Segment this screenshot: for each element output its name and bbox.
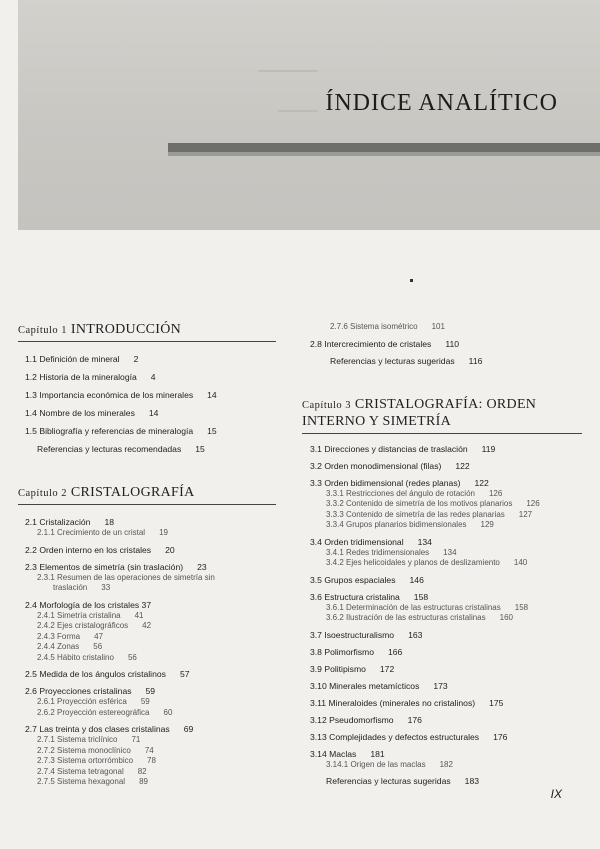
- toc-entry[interactable]: 3.12 Pseudomorfismo 176: [310, 714, 422, 725]
- toc-subentry[interactable]: 2.7.5 Sistema hexagonal 89: [37, 777, 148, 786]
- toc-subentry[interactable]: 3.4.2 Ejes helicoidales y planos de deslizamiento 140: [326, 558, 528, 567]
- toc-entry[interactable]: 3.11 Mineraloides (minerales no cristalinos) 175: [310, 697, 504, 708]
- toc-entry[interactable]: 2.7 Las treinta y dos clases cristalinas 69: [25, 724, 194, 734]
- toc-subentry[interactable]: 3.3.2 Contenido de simetría de los motivos planarios 126: [326, 499, 540, 508]
- toc-entry[interactable]: Referencias y lecturas sugeridas 183: [326, 776, 480, 786]
- chapter-heading: [18, 322, 276, 342]
- chapter-label: Capítulo 1: [18, 325, 68, 336]
- faint-mark: [258, 70, 318, 72]
- toc-entry[interactable]: 3.1 Direcciones y distancias de traslación 119: [310, 443, 496, 454]
- toc-subentry[interactable]: 2.4.4 Zonas 56: [37, 642, 103, 651]
- chapter-label: Capítulo 2: [18, 488, 68, 499]
- toc-entry[interactable]: 1.4 Nombre de los minerales 14: [25, 408, 159, 418]
- toc-entry[interactable]: 3.2 Orden monodimensional (filas) 122: [310, 460, 470, 471]
- toc-entry[interactable]: 1.1 Definición de mineral 2: [25, 354, 139, 364]
- toc-entry[interactable]: 2.8 Intercrecimiento de cristales 110: [310, 338, 460, 349]
- right-column: [302, 322, 582, 787]
- title-stripe: [168, 143, 600, 152]
- chapter-entries: [302, 444, 582, 788]
- toc-subentry[interactable]: 3.3.3 Contenido de simetría de las redes planarias 127: [326, 509, 533, 519]
- toc-entry[interactable]: 3.14 Maclas 181: [310, 748, 385, 759]
- faint-mark: [278, 110, 318, 112]
- toc-entry[interactable]: 2.2 Orden interno en los cristales 20: [25, 544, 175, 555]
- toc-entry[interactable]: 1.3 Importancia económica de los minerales 14: [25, 390, 217, 400]
- toc-entry[interactable]: 3.3 Orden bidimensional (redes planas) 122: [310, 477, 489, 488]
- toc-subentry[interactable]: 3.3.4 Grupos planarios bidimensionales 129: [326, 520, 494, 529]
- chapter-title: INTRODUCCIÓN: [70, 322, 182, 337]
- toc-entry[interactable]: 3.5 Grupos espaciales 146: [310, 574, 424, 585]
- title-stripe-shadow: [168, 152, 600, 156]
- toc-entry[interactable]: 3.7 Isoestructuralismo 163: [310, 629, 423, 640]
- toc-subentry[interactable]: 3.6.1 Determinación de las estructuras cristalinas 158: [326, 602, 529, 612]
- toc-subentry[interactable]: 2.6.1 Proyección esférica 59: [37, 697, 150, 706]
- toc-entry[interactable]: 3.13 Complejidades y defectos estructurales 176: [310, 731, 508, 742]
- toc-entry[interactable]: 3.8 Polimorfismo 166: [310, 646, 403, 657]
- toc-subentry[interactable]: 2.4.3 Forma 47: [37, 631, 104, 641]
- toc-entry[interactable]: 2.3 Elementos de simetría (sin traslación) 23: [25, 561, 207, 572]
- toc-subentry[interactable]: 3.3.1 Restricciones del ángulo de rotación 126: [326, 488, 503, 498]
- toc-subentry[interactable]: 3.4.1 Redes tridimensionales 134: [326, 547, 457, 557]
- toc-subentry[interactable]: 2.3.1 Resumen de las operaciones de simetría sin: [37, 572, 215, 582]
- toc-entry[interactable]: 2.5 Medida de los ángulos cristalinos 57: [25, 669, 190, 679]
- toc-subentry[interactable]: 2.7.2 Sistema monoclínico 74: [37, 745, 154, 755]
- toc-entry[interactable]: 3.10 Minerales metamícticos 173: [310, 680, 448, 691]
- toc-subentry[interactable]: traslación 33: [53, 583, 111, 592]
- toc-entry[interactable]: Referencias y lecturas sugeridas 116: [330, 355, 483, 366]
- toc-entry[interactable]: 2.6 Proyecciones cristalinas 59: [25, 686, 156, 696]
- chapter-heading: [302, 397, 582, 434]
- chapter-entries: [18, 517, 276, 788]
- chapter-title: CRISTALOGRAFÍA: [70, 485, 195, 500]
- toc-subentry[interactable]: 2.1.1 Crecimiento de un cristal 19: [37, 528, 168, 537]
- toc-subentry[interactable]: 2.4.5 Hábito cristalino 56: [37, 652, 137, 662]
- left-column: [18, 322, 276, 788]
- toc-entry[interactable]: 3.9 Politipismo 172: [310, 663, 395, 674]
- page-title: ÍNDICE ANALÍTICO: [325, 90, 558, 116]
- toc-entry[interactable]: Referencias y lecturas recomendadas 15: [37, 444, 205, 454]
- chapter-heading: [18, 485, 276, 505]
- toc-subentry[interactable]: 3.6.2 Ilustración de las estructuras cristalinas 160: [326, 613, 513, 622]
- toc-entry[interactable]: 2.1 Cristalización 18: [25, 517, 114, 527]
- speck: [410, 279, 413, 282]
- toc-subentry[interactable]: 2.6.2 Proyección estereográfica 60: [37, 707, 173, 717]
- toc-subentry[interactable]: 2.7.1 Sistema triclínico 71: [37, 735, 141, 744]
- chapter-entries: [18, 354, 276, 455]
- chapter-title: CRISTALOGRAFÍA: ORDEN INTERNO Y SIMETRÍA: [302, 396, 537, 429]
- toc-entry[interactable]: 2.4 Morfología de los cristales 37: [25, 599, 152, 610]
- chapter-label: Capítulo 3: [302, 399, 352, 411]
- toc-subentry[interactable]: 2.4.1 Simetría cristalina 41: [37, 610, 144, 620]
- toc-subentry[interactable]: 2.7.3 Sistema ortorrómbico 78: [37, 756, 156, 765]
- toc-subentry[interactable]: 3.14.1 Origen de las maclas 182: [326, 759, 453, 769]
- toc-entry[interactable]: 3.6 Estructura cristalina 158: [310, 591, 429, 602]
- toc-entry[interactable]: 1.2 Historia de la mineralogía 4: [25, 372, 156, 382]
- toc-entry[interactable]: 1.5 Bibliografía y referencias de mineralogía 15: [25, 426, 217, 436]
- toc-subentry[interactable]: 2.7.4 Sistema tetragonal 82: [37, 766, 147, 776]
- toc-entry[interactable]: 3.4 Orden tridimensional 134: [310, 536, 432, 547]
- chapter-entries-continued: [302, 322, 582, 367]
- header-banner: [18, 0, 600, 230]
- page-number: IX: [550, 787, 562, 801]
- toc-subentry[interactable]: 2.4.2 Ejes cristalográficos 42: [37, 621, 152, 630]
- toc-subentry[interactable]: 2.7.6 Sistema isométrico 101: [330, 322, 445, 331]
